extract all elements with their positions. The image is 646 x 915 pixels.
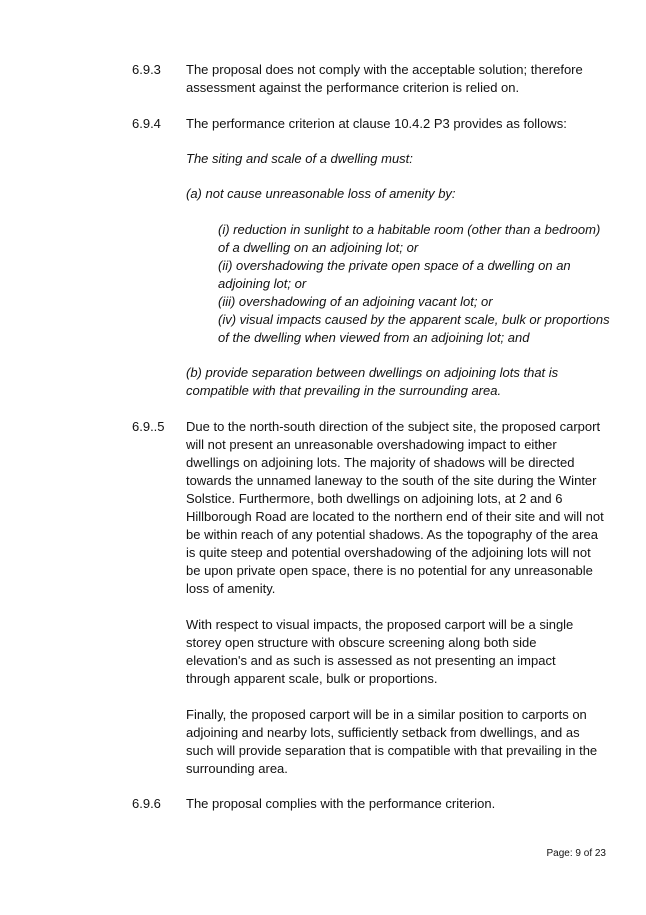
page-number: Page: 9 of 23	[546, 848, 606, 859]
section-text-6-9-5-para2: With respect to visual impacts, the proposed carport will be a single storey open structure with obscure screening along both side elevation's and as such is assessed as not presenting an impact through apparent scale, bulk or proportions.	[186, 617, 574, 686]
quote-subitem-iii: (iii) overshadowing of an adjoining vacant lot; or	[218, 294, 493, 309]
quote-subitem-i: (i) reduction in sunlight to a habitable room (other than a bedroom) of a dwelling on an adjoining lot; or	[218, 222, 601, 255]
section-number-6-9-5: 6.9..5	[132, 419, 165, 434]
section-number-6-9-4: 6.9.4	[132, 116, 161, 131]
section-text-6-9-3: The proposal does not comply with the acceptable solution; therefore assessment against the performance criterion is relied on.	[186, 62, 583, 95]
quote-intro: The siting and scale of a dwelling must:	[186, 151, 413, 166]
section-text-6-9-5-para1: Due to the north-south direction of the subject site, the proposed carport will not present an unreasonable overshadowing impact to either dwellings on adjoining lots. The majority of shadows will be directed towards the unnamed laneway to the south of the site during the Winter Solstice. Furthermore, both dwellings on adjoining lots, at 2 and 6 Hillborough Road are located to the northern end of their site and will not be within reach of any potential shadows. As the topography of the area is quite steep and potential overshadowing of the adjoining lots will not be upon private open space, there is no potential for any unreasonable loss of amenity.	[186, 419, 604, 596]
quote-item-b: (b) provide separation between dwellings on adjoining lots that is compatible with that prevailing in the surrounding area.	[186, 365, 559, 398]
section-text-6-9-6: The proposal complies with the performance criterion.	[186, 796, 496, 811]
quote-subitem-iv: (iv) visual impacts caused by the apparent scale, bulk or proportions of the dwelling when viewed from an adjoining lot; and	[218, 312, 610, 345]
section-number-6-9-6: 6.9.6	[132, 796, 161, 811]
quote-item-a: (a) not cause unreasonable loss of amenity by:	[186, 186, 456, 201]
section-text-6-9-4: The performance criterion at clause 10.4.2 P3 provides as follows:	[186, 116, 567, 131]
quote-subitem-ii: (ii) overshadowing the private open space of a dwelling on an adjoining lot; or	[218, 258, 571, 291]
section-number-6-9-3: 6.9.3	[132, 62, 161, 77]
section-text-6-9-5-para3: Finally, the proposed carport will be in a similar position to carports on adjoining and nearby lots, sufficiently setback from dwellings, and as such will provide separation that is compatible with that prevailing in the surrounding area.	[186, 707, 598, 776]
quote-subitems	[218, 221, 610, 347]
